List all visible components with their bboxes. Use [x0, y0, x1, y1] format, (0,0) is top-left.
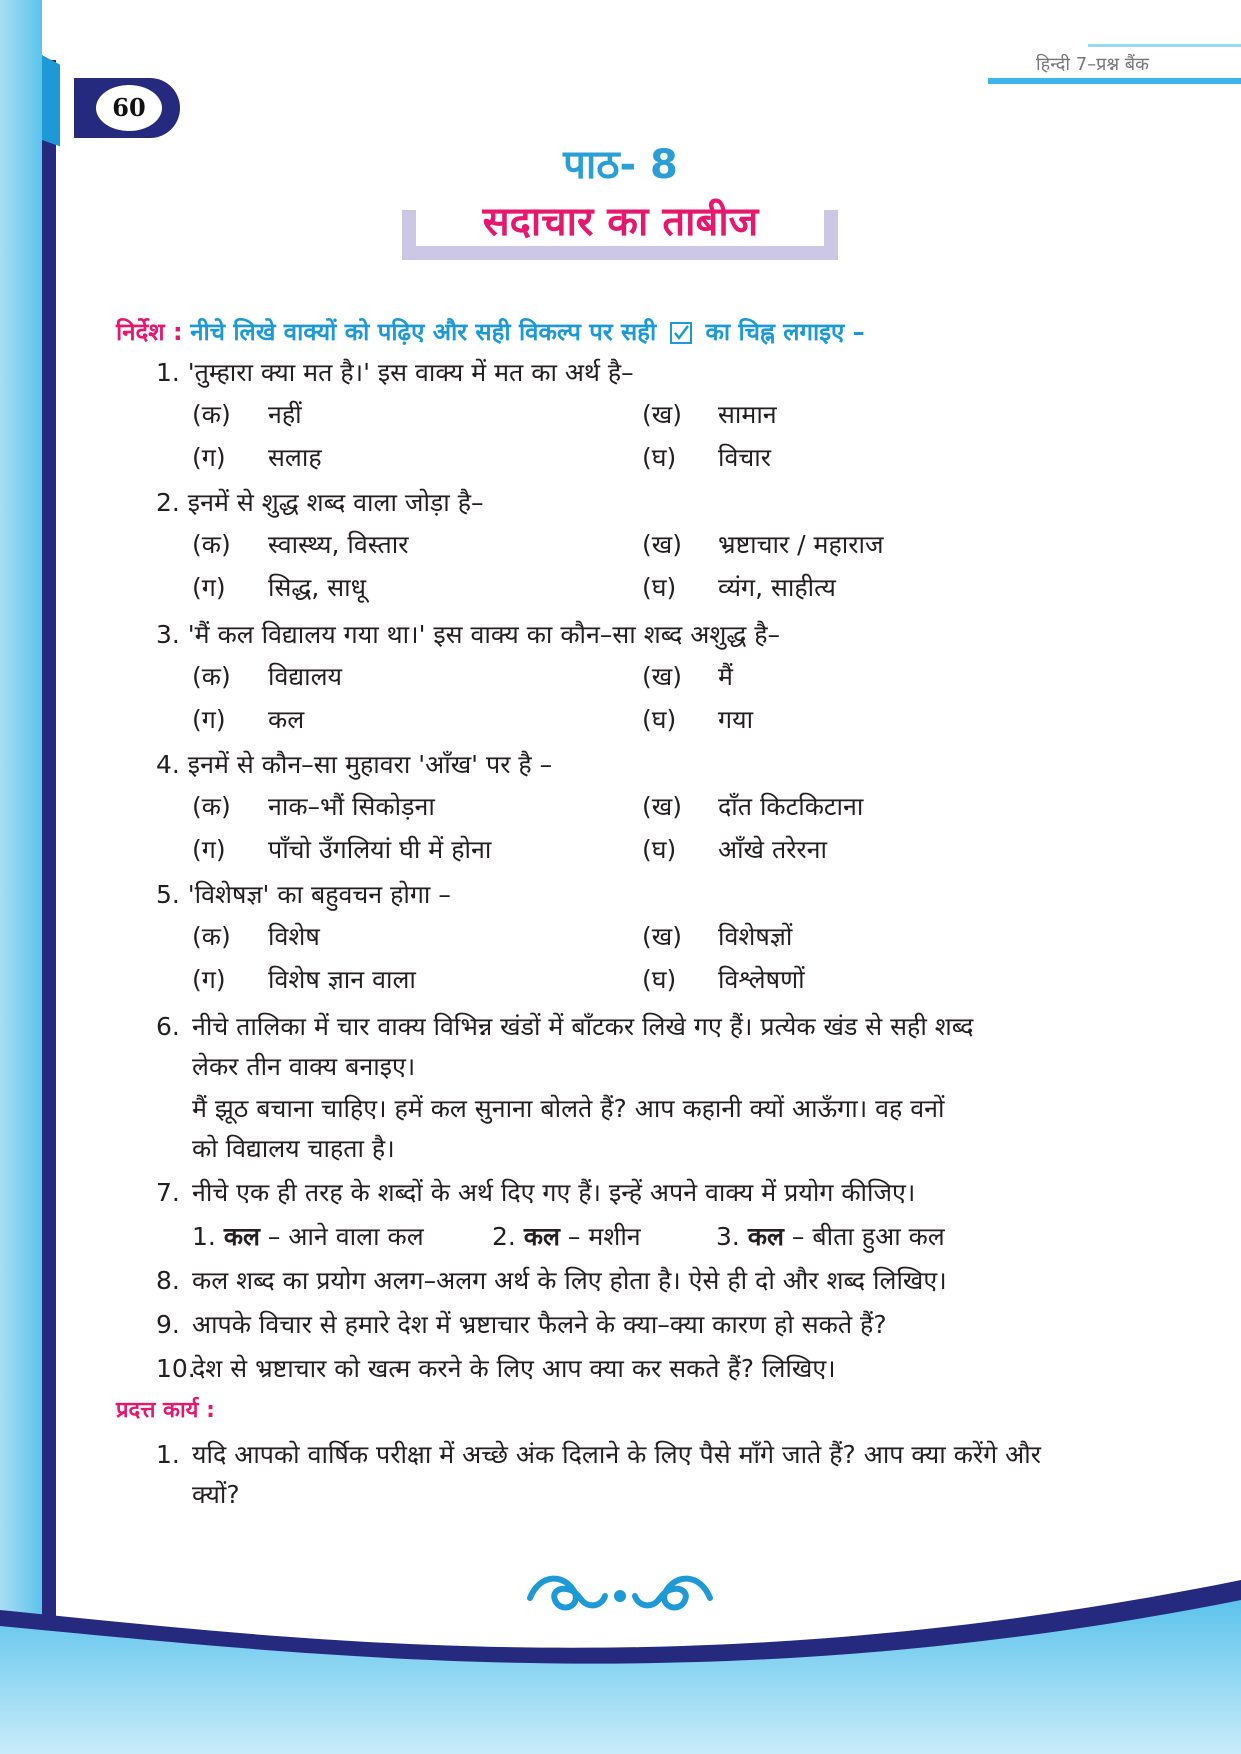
option-label: (ग): [192, 705, 226, 734]
instruction: [116, 318, 865, 347]
option-text[interactable]: स्वास्थ्य, विस्तार: [268, 530, 409, 559]
option-text[interactable]: दाँत किटकिटाना: [718, 792, 864, 821]
question-1-text: 1. 'तुम्हारा क्या मत है।' इस वाक्य में मत का अर्थ है–: [156, 358, 634, 387]
option-label: (क): [192, 400, 231, 429]
option-label: (ख): [642, 662, 682, 691]
option-label: (ख): [642, 530, 682, 559]
option-text[interactable]: भ्रष्टाचार / महाराज: [718, 530, 884, 559]
option-text[interactable]: गया: [718, 705, 754, 734]
q7-text: नीचे एक ही तरह के शब्दों के अर्थ दिए गए हैं। इन्हें अपने वाक्य में प्रयोग कीजिए।: [192, 1178, 916, 1207]
option-label: (क): [192, 792, 231, 821]
instruction-label: निर्देश :: [116, 318, 183, 346]
lesson-title: सदाचार का ताबीज: [482, 199, 759, 245]
q9-text: आपके विचार से हमारे देश में भ्रष्टाचार फैलने के क्या–क्या कारण हो सकते हैं?: [192, 1310, 887, 1339]
option-text[interactable]: सिद्ध, साधू: [268, 573, 366, 602]
q8-text: कल शब्द का प्रयोग अलग–अलग अर्थ के लिए होता है। ऐसे ही दो और शब्द लिखिए।: [192, 1266, 947, 1295]
option-text[interactable]: विचार: [718, 443, 771, 472]
option-label: (ख): [642, 400, 682, 429]
question-2-text: 2. इनमें से शुद्ध शब्द वाला जोड़ा है–: [156, 488, 484, 517]
q7-item-1: 1. कल – आने वाला कल: [192, 1222, 424, 1251]
left-decorative-band: [0, 0, 60, 1754]
option-label: (घ): [642, 965, 677, 994]
option-text[interactable]: विशेष ज्ञान वाला: [268, 965, 416, 994]
question-5-text: 5. 'विशेषज्ञ' का बहुवचन होगा –: [156, 880, 451, 909]
option-text[interactable]: सलाह: [268, 443, 322, 472]
bottom-wave-decoration: [0, 1560, 1241, 1754]
assignment-number: 1.: [156, 1440, 180, 1469]
option-label: (ग): [192, 835, 226, 864]
option-label: (घ): [642, 443, 677, 472]
q9-number: 9.: [156, 1310, 180, 1339]
option-label: (क): [192, 662, 231, 691]
option-text[interactable]: मैं: [718, 662, 733, 691]
option-label: (घ): [642, 835, 677, 864]
option-text[interactable]: नहीं: [268, 400, 302, 429]
q7-item-2: 2. कल – मशीन: [492, 1222, 641, 1251]
option-text[interactable]: आँखे तरेरना: [718, 835, 827, 864]
q6-line4: को विद्यालय चाहता है।: [192, 1134, 395, 1163]
option-label: (क): [192, 922, 231, 951]
option-text[interactable]: विशेषज्ञों: [718, 922, 793, 951]
instruction-text: नीचे लिखे वाक्यों को पढ़िए और सही विकल्प पर सही: [190, 318, 657, 346]
checkbox-icon: [670, 322, 692, 344]
option-label: (ख): [642, 922, 682, 951]
option-text[interactable]: पाँचो उँगलियां घी में होना: [268, 835, 492, 864]
book-title: हिन्दी 7–प्रश्न बैंक: [1036, 54, 1149, 75]
option-text[interactable]: कल: [268, 705, 305, 734]
option-text[interactable]: नाक–भौं सिकोड़ना: [268, 792, 435, 821]
q6-line1: नीचे तालिका में चार वाक्य विभिन्न खंडों में बाँटकर लिखे गए हैं। प्रत्येक खंड से सही शब्द: [192, 1012, 974, 1041]
q6-line2: लेकर तीन वाक्य बनाइए।: [192, 1052, 416, 1081]
option-label: (ग): [192, 443, 226, 472]
q8-number: 8.: [156, 1266, 180, 1295]
option-label: (घ): [642, 705, 677, 734]
assignment-label: प्रदत्त कार्य :: [116, 1398, 215, 1423]
option-label: (ख): [642, 792, 682, 821]
question-4-text: 4. इनमें से कौन–सा मुहावरा 'आँख' पर है –: [156, 750, 553, 779]
header-accent-line: [1088, 44, 1241, 47]
option-label: (ग): [192, 965, 226, 994]
page-number: 60: [96, 85, 162, 131]
lesson-number: पाठ- 8: [563, 142, 678, 188]
option-text[interactable]: विश्लेषणों: [718, 965, 805, 994]
option-label: (ग): [192, 573, 226, 602]
option-label: (क): [192, 530, 231, 559]
assignment-line2: क्यों?: [192, 1480, 240, 1509]
header-underline: [988, 78, 1241, 84]
option-text[interactable]: विद्यालय: [268, 662, 343, 691]
option-text[interactable]: सामान: [718, 400, 777, 429]
option-label: (घ): [642, 573, 677, 602]
option-text[interactable]: विशेष: [268, 922, 320, 951]
question-3-text: 3. 'मैं कल विद्यालय गया था।' इस वाक्य का कौन–सा शब्द अशुद्ध है–: [156, 620, 781, 649]
q7-number: 7.: [156, 1178, 180, 1207]
q10-text: देश से भ्रष्टाचार को खत्म करने के लिए आप क्या कर सकते हैं? लिखिए।: [192, 1354, 836, 1383]
instruction-text-after: का चिह्न लगाइए –: [705, 318, 865, 346]
option-text[interactable]: व्यंग, साहीत्य: [718, 573, 836, 602]
q6-number: 6.: [156, 1012, 180, 1041]
q10-number: 10.: [156, 1354, 196, 1383]
q6-line3: मैं झूठ बचाना चाहिए। हमें कल सुनाना बोलते हैं? आप कहानी क्यों आऊँगा। वह वनों: [192, 1094, 945, 1123]
q7-item-3: 3. कल – बीता हुआ कल: [716, 1222, 945, 1251]
assignment-line1: यदि आपको वार्षिक परीक्षा में अच्छे अंक दिलाने के लिए पैसे माँगे जाते हैं? आप क्या करेंगे और: [192, 1440, 1041, 1469]
